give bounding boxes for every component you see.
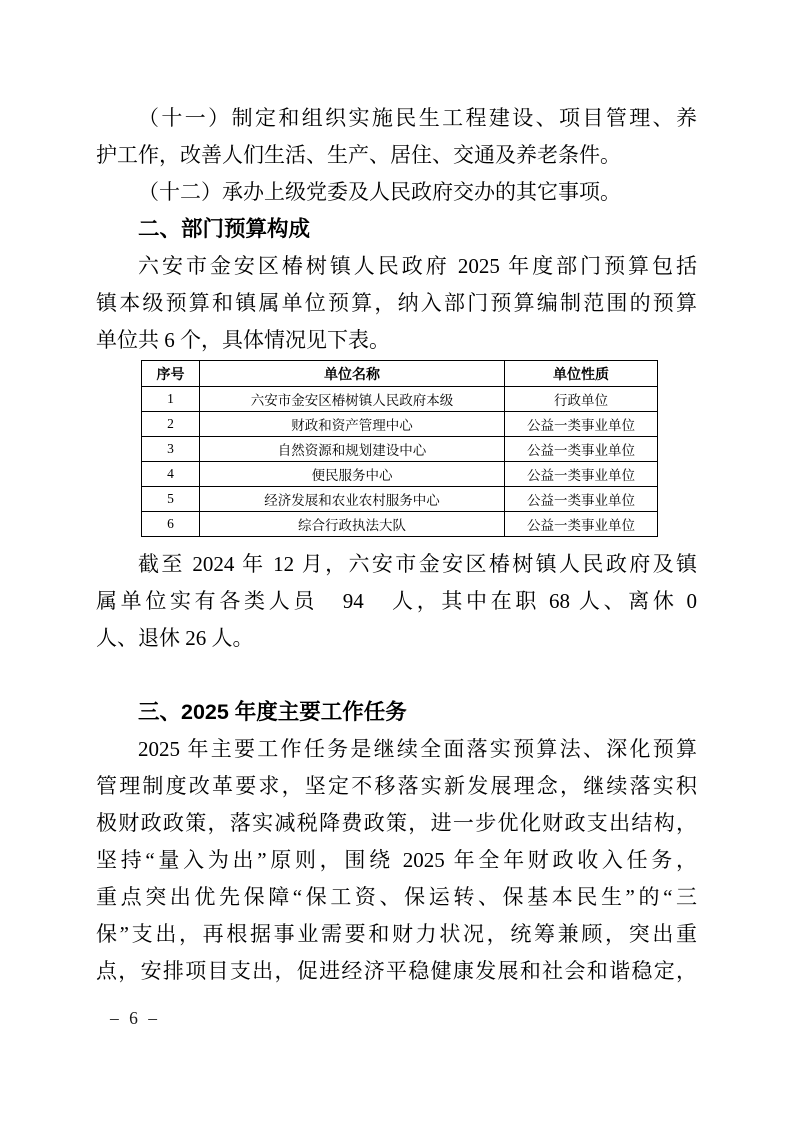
table-cell: 公益一类事业单位 <box>505 487 658 512</box>
text-line: 截至 2024 年 12 月，六安市金安区椿树镇人民政府及镇 <box>138 552 697 576</box>
text-line: 2025 年主要工作任务是继续全面落实预算法、深化预算 <box>138 737 697 761</box>
table-cell: 公益一类事业单位 <box>505 412 658 437</box>
table-row <box>142 487 658 512</box>
paragraph-staff-count <box>96 546 697 657</box>
table-cell: 公益一类事业单位 <box>505 437 658 462</box>
paragraph-budget-scope <box>96 248 697 359</box>
text-line: 属单位实有各类人员 94 人，其中在职 68 人、离休 0 <box>96 589 697 613</box>
table-row <box>142 412 658 437</box>
table-header-cell: 单位性质 <box>505 361 658 387</box>
paragraph-duty-12 <box>96 174 697 211</box>
table-cell: 便民服务中心 <box>200 462 505 487</box>
table-header-cell: 序号 <box>142 361 200 387</box>
paragraph-2025-tasks <box>96 731 697 990</box>
budget-units-table <box>141 360 658 537</box>
text-line: 单位共 6 个，具体情况见下表。 <box>96 328 390 352</box>
paragraph-duty-11 <box>96 100 697 174</box>
table-cell: 财政和资产管理中心 <box>200 412 505 437</box>
text-line: （十一）制定和组织实施民生工程建设、项目管理、养 <box>138 106 697 130</box>
section-3-heading: 三、2025 年度主要工作任务 <box>138 700 407 724</box>
text-line: 极财政政策，落实减税降费政策，进一步优化财政支出结构， <box>96 811 697 835</box>
table-cell: 2 <box>142 412 200 437</box>
table-cell: 公益一类事业单位 <box>505 512 658 537</box>
table-row <box>142 462 658 487</box>
table-cell: 行政单位 <box>505 387 658 412</box>
page-number: – 6 – <box>110 1008 160 1028</box>
text-line: 人、退休 26 人。 <box>96 626 254 650</box>
table-row <box>142 387 658 412</box>
table-cell: 1 <box>142 387 200 412</box>
table-cell: 自然资源和规划建设中心 <box>200 437 505 462</box>
text-line: （十二）承办上级党委及人民政府交办的其它事项。 <box>138 180 621 204</box>
text-line: 点，安排项目支出，促进经济平稳健康发展和社会和谐稳定， <box>96 959 697 983</box>
text-line: 镇本级预算和镇属单位预算，纳入部门预算编制范围的预算 <box>96 291 697 315</box>
section-2-heading: 二、部门预算构成 <box>138 217 311 241</box>
table-header-cell: 单位名称 <box>200 361 505 387</box>
table-cell: 5 <box>142 487 200 512</box>
table-cell: 3 <box>142 437 200 462</box>
table-row <box>142 512 658 537</box>
text-line: 重点突出优先保障“保工资、保运转、保基本民生”的“三 <box>96 885 697 909</box>
text-line: 六安市金安区椿树镇人民政府 2025 年度部门预算包括 <box>138 254 697 278</box>
table-cell: 综合行政执法大队 <box>200 512 505 537</box>
text-line: 坚持“量入为出”原则，围绕 2025 年全年财政收入任务， <box>96 848 697 872</box>
text-line: 管理制度改革要求，坚定不移落实新发展理念，继续落实积 <box>96 774 697 798</box>
table-cell: 4 <box>142 462 200 487</box>
text-line: 保”支出，再根据事业需要和财力状况，统筹兼顾，突出重 <box>96 922 697 946</box>
table-cell: 经济发展和农业农村服务中心 <box>200 487 505 512</box>
table-row <box>142 437 658 462</box>
table-cell: 公益一类事业单位 <box>505 462 658 487</box>
text-line: 护工作，改善人们生活、生产、居住、交通及养老条件。 <box>96 143 621 167</box>
table-cell: 六安市金安区椿树镇人民政府本级 <box>200 387 505 412</box>
table-header-row <box>142 361 658 387</box>
table-cell: 6 <box>142 512 200 537</box>
